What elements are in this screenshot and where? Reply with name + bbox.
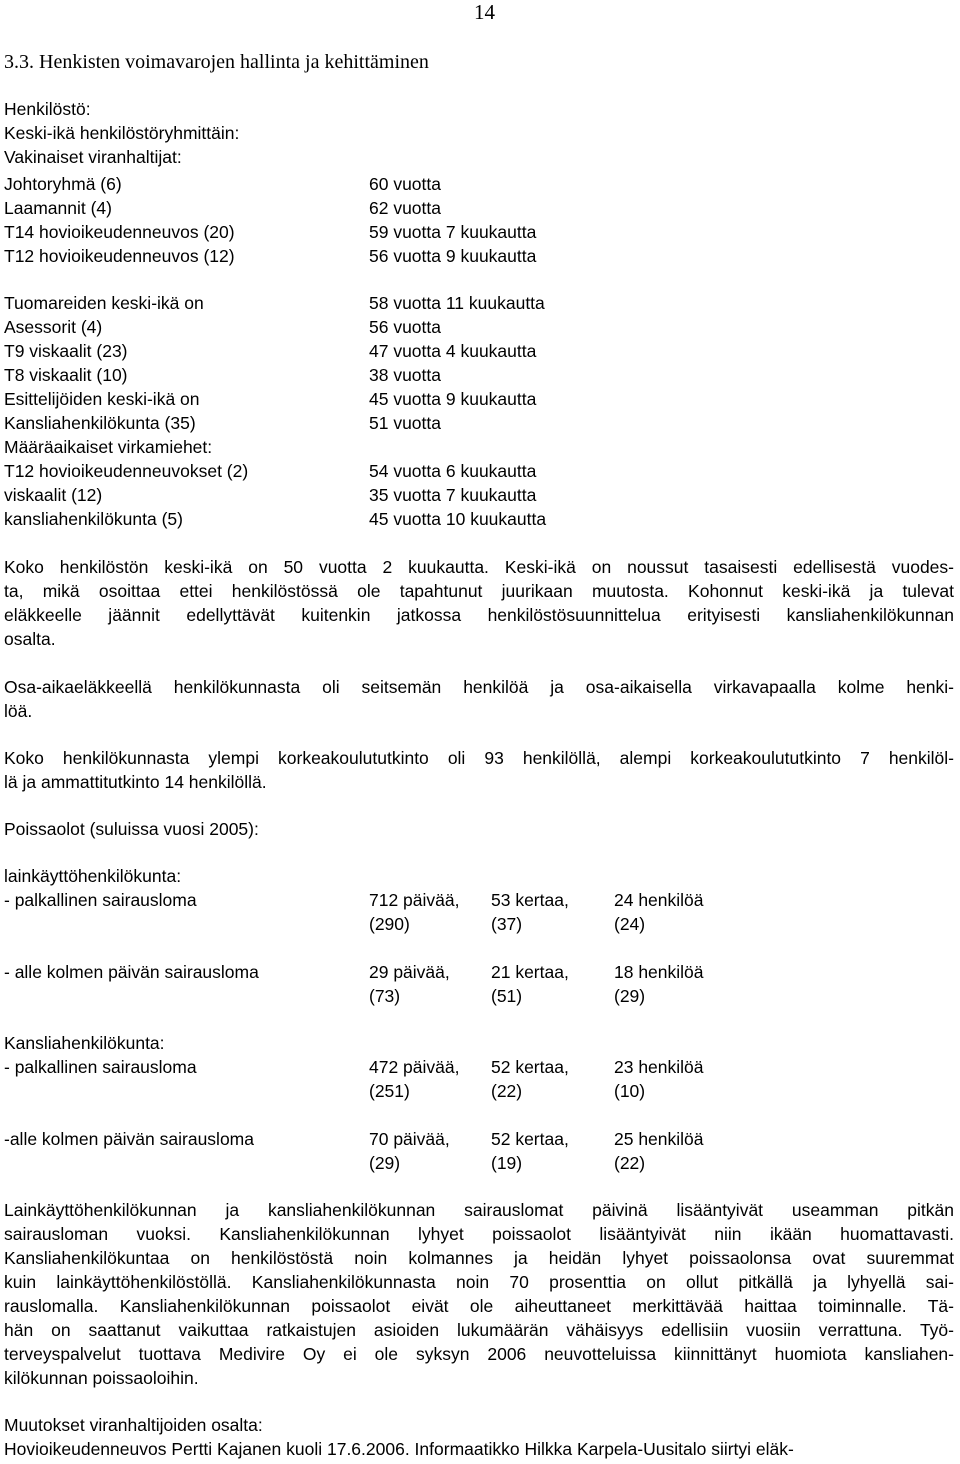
paragraph-line: löä. (4, 701, 33, 721)
paragraph-line: kilökunnan poissaoloihin. (4, 1368, 199, 1388)
age-group-label: Esittelijöiden keski-ikä on (4, 389, 200, 409)
age-group-label: kansliahenkilökunta (5) (4, 509, 183, 529)
absence-times (491, 960, 569, 1008)
absence-days-prev: (29) (369, 1153, 401, 1173)
absence-days-prev: (290) (369, 914, 410, 934)
paragraph-line: Lainkäyttöhenkilökunnan ja kansliahenkilökunnan sairauslomat päivinä lisääntyivät useamman pitkän (4, 1200, 954, 1220)
absence-days-prev: (73) (369, 986, 401, 1006)
absence-times-prev: (51) (491, 986, 523, 1006)
age-group-value: 38 vuotta (369, 365, 441, 385)
page-number: 14 (474, 0, 495, 24)
absence-persons-value: 25 henkilöä (614, 1129, 704, 1149)
absence-label: - palkallinen sairausloma (4, 1057, 197, 1077)
age-group-label: Asessorit (4) (4, 317, 103, 337)
age-group-value: 45 vuotta 9 kuukautta (369, 389, 537, 409)
absence-times-prev: (37) (491, 914, 523, 934)
absence-row (4, 1127, 254, 1151)
paragraph-line: sairausloman vuoksi. Kansliahenkilökunnan lyhyet poissaolot lisääntyivät niin ikään huomattavasti. (4, 1224, 954, 1244)
changes-paragraph (4, 1437, 954, 1461)
age-values-block2 (369, 291, 546, 531)
paragraph-line: Koko henkilöstön keski-ikä on 50 vuotta 2 kuukautta. Keski-ikä on noussut tasaisesti edellisestä vuodes- (4, 557, 954, 577)
absence-days (369, 1127, 450, 1175)
staff-header-line: Keski-ikä henkilöstöryhmittäin: (4, 123, 240, 143)
age-group-value: 45 vuotta 10 kuukautta (369, 509, 547, 529)
absence-persons-value: 18 henkilöä (614, 962, 704, 982)
paragraph-line: Osa-aikaeläkkeellä henkilökunnasta oli seitsemän henkilöä ja osa-aikaisella virkavapaalla kolme henki- (4, 677, 954, 697)
absence-persons-value: 24 henkilöä (614, 890, 704, 910)
age-values-block1 (369, 172, 536, 268)
age-group-value: 47 vuotta 4 kuukautta (369, 341, 537, 361)
absences-heading: Poissaolot (suluissa vuosi 2005): (4, 819, 259, 839)
staff-header-line: Henkilöstö: (4, 99, 91, 119)
age-group-label: T12 hovioikeudenneuvos (12) (4, 246, 235, 266)
age-group-label: Määräaikaiset virkamiehet: (4, 437, 213, 457)
paragraph-line: hän on saattanut vaikuttaa ratkaistujen asioiden lukumäärän vähäisyys edellisiin vuosiin verrattuna. Työ- (4, 1320, 954, 1340)
absence-persons-prev: (24) (614, 914, 646, 934)
absence-days-value: 70 päivää, (369, 1129, 450, 1149)
age-group-label: viskaalit (12) (4, 485, 103, 505)
staff-header-line: Vakinaiset viranhaltijat: (4, 147, 182, 167)
age-labels-block1 (4, 172, 235, 268)
section-title: 3.3. Henkisten voimavarojen hallinta ja kehittäminen (4, 51, 429, 73)
age-group-label: T9 viskaalit (23) (4, 341, 128, 361)
age-group-label: Kansliahenkilökunta (35) (4, 413, 196, 433)
paragraph-line: terveyspalvelut tuottava Medivire Oy ei ole syksyn 2006 neuvotteluissa kiinnittänyt huomiota kansliahen- (4, 1344, 954, 1364)
absence-label: - alle kolmen päivän sairausloma (4, 962, 259, 982)
age-group-value: 35 vuotta 7 kuukautta (369, 485, 537, 505)
age-group-value: 51 vuotta (369, 413, 441, 433)
absence-times-value: 53 kertaa, (491, 890, 569, 910)
absence-persons-prev: (22) (614, 1153, 646, 1173)
absence-days (369, 888, 460, 936)
absence-row (4, 960, 259, 984)
age-group-label: T14 hovioikeudenneuvos (20) (4, 222, 235, 242)
absence-persons (614, 960, 704, 1008)
paragraph-line: lä ja ammattitutkinto 14 henkilöllä. (4, 772, 267, 792)
age-group-label: Laamannit (4) (4, 198, 112, 218)
age-group-label: Tuomareiden keski-ikä on (4, 293, 204, 313)
absence-days-value: 472 päivää, (369, 1057, 460, 1077)
age-group-label: Johtoryhmä (6) (4, 174, 122, 194)
age-group-label: T12 hovioikeudenneuvokset (2) (4, 461, 249, 481)
absence-days (369, 960, 450, 1008)
staff-header (4, 97, 239, 169)
absence-days (369, 1055, 460, 1103)
absence-times (491, 888, 569, 936)
paragraph-line: kuin lainkäyttöhenkilöstöllä. Kansliahenkilökunnasta noin 70 prosenttia on ollut pitkällä ja lyhyellä sai- (4, 1272, 954, 1292)
absence-times-prev: (19) (491, 1153, 523, 1173)
absence-persons-value: 23 henkilöä (614, 1057, 704, 1077)
absence-times-value: 52 kertaa, (491, 1057, 569, 1077)
paragraph-line: eläkkeelle jäännit edellyttävät kuitenkin jatkossa henkilöstösuunnittelua erityisesti kansliahenkilökunnan (4, 605, 954, 625)
paragraph-average-age (4, 555, 954, 651)
absence-label: -alle kolmen päivän sairausloma (4, 1129, 254, 1149)
absence-group-heading: lainkäyttöhenkilökunta: (4, 866, 182, 886)
paragraph-line: rauslomalla. Kansliahenkilökunnan poissaolot eivät ole aiheuttaneet merkittävää haittaa toiminnalle. Tä- (4, 1296, 954, 1316)
age-group-value: 59 vuotta 7 kuukautta (369, 222, 537, 242)
absence-times-prev: (22) (491, 1081, 523, 1101)
age-group-value: 56 vuotta (369, 317, 441, 337)
absence-days-value: 29 päivää, (369, 962, 450, 982)
absence-group-heading: Kansliahenkilökunta: (4, 1033, 165, 1053)
age-group-value: 60 vuotta (369, 174, 441, 194)
absence-times (491, 1055, 569, 1103)
age-group-value: 56 vuotta 9 kuukautta (369, 246, 537, 266)
paragraph-part-time (4, 675, 954, 723)
paragraph-line: ta, mikä osoittaa ettei henkilöstössä ole tapahtunut juurikaan muutosta. Kohonnut keski-ikä ja tulevat (4, 581, 954, 601)
absence-times (491, 1127, 569, 1175)
absence-label: - palkallinen sairausloma (4, 890, 197, 910)
age-group-value (369, 435, 546, 459)
paragraph-line: Kansliahenkilökuntaa on henkilöstöstä noin kolmannes ja heidän lyhyet poissaolonsa ovat suuremmat (4, 1248, 954, 1268)
absence-row (4, 888, 197, 912)
paragraph-line: Hovioikeudenneuvos Pertti Kajanen kuoli 17.6.2006. Informaatikko Hilkka Karpela-Uusitalo siirtyi eläk- (4, 1439, 794, 1459)
paragraph-line: osalta. (4, 629, 56, 649)
paragraph-degrees (4, 746, 954, 794)
absence-row (4, 1055, 197, 1079)
age-labels-block2 (4, 291, 248, 531)
absence-persons-prev: (29) (614, 986, 646, 1006)
absence-times-value: 21 kertaa, (491, 962, 569, 982)
paragraph-sick-leave (4, 1198, 954, 1390)
absence-persons (614, 888, 704, 936)
absence-days-prev: (251) (369, 1081, 410, 1101)
age-group-label: T8 viskaalit (10) (4, 365, 128, 385)
age-group-value: 58 vuotta 11 kuukautta (369, 293, 545, 313)
paragraph-line: Koko henkilökunnasta ylempi korkeakoulututkinto oli 93 henkilöllä, alempi korkeakoulututkinto 7 henkilöl- (4, 748, 954, 768)
absence-times-value: 52 kertaa, (491, 1129, 569, 1149)
absence-persons-prev: (10) (614, 1081, 646, 1101)
changes-heading: Muutokset viranhaltijoiden osalta: (4, 1415, 263, 1435)
absence-days-value: 712 päivää, (369, 890, 460, 910)
age-group-value: 62 vuotta (369, 198, 441, 218)
absence-persons (614, 1055, 704, 1103)
age-group-value: 54 vuotta 6 kuukautta (369, 461, 537, 481)
absence-persons (614, 1127, 704, 1175)
